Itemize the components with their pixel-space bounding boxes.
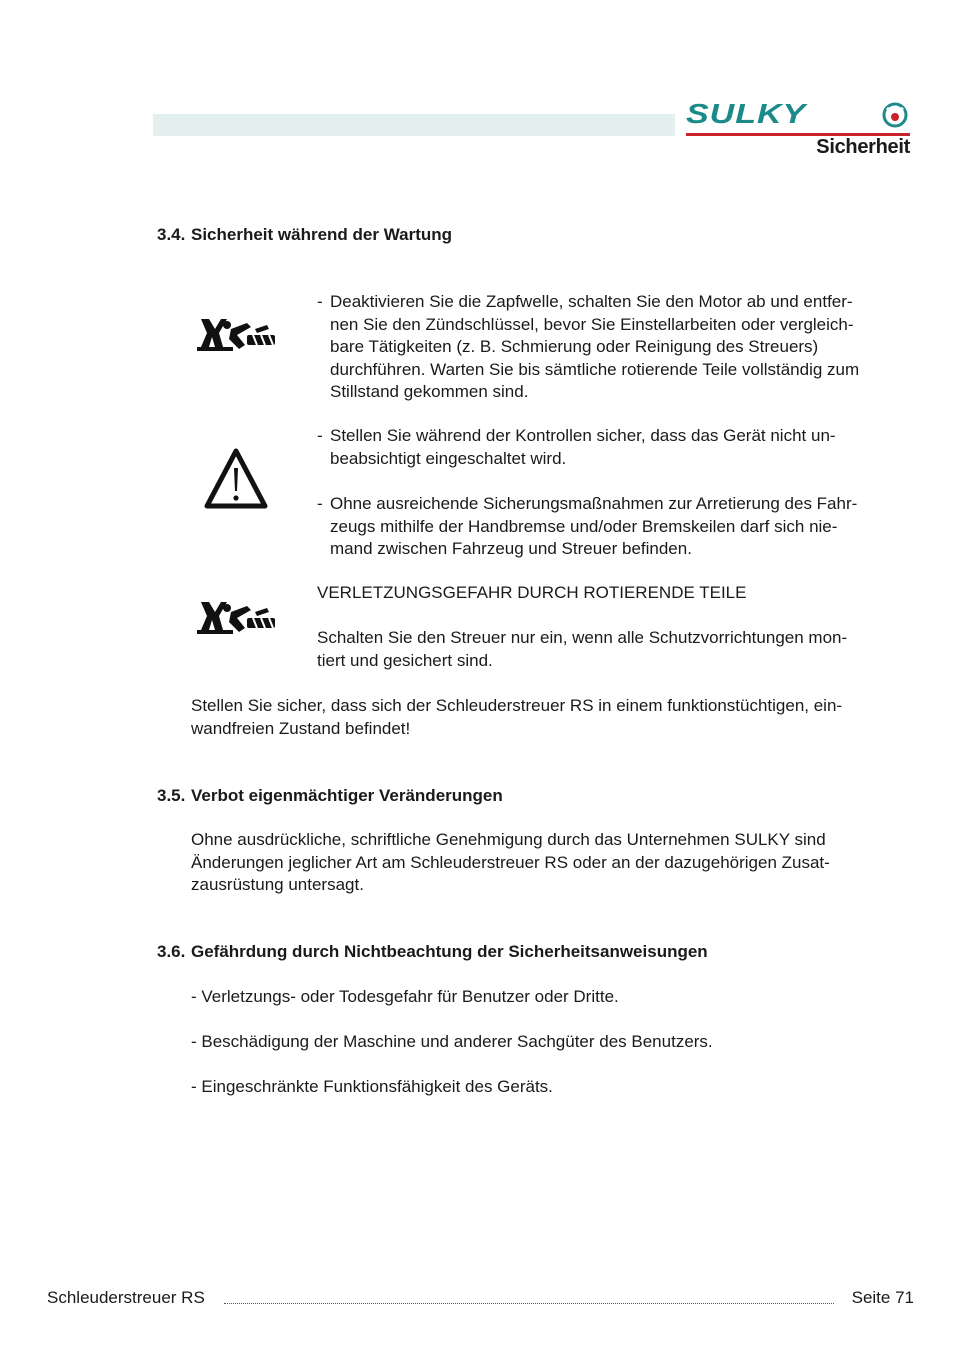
warning-triangle-icon — [204, 448, 268, 510]
text-line: Stillstand gekommen sind. — [330, 382, 529, 401]
bullet-vehicle-securing: - Ohne ausreichende Sicherungsmaßnahmen zur Arretierung des Fahr- zeugs mithilfe der Handbremse und/oder Bremskeilen darf sich nie- mand zwischen Fahrzeug und Streuer befinden. — [317, 493, 857, 561]
heading-3-4 — [157, 225, 452, 245]
heading-number: 3.6. — [157, 942, 186, 961]
warning-title: VERLETZUNGSGEFAHR DURCH ROTIERENDE TEILE — [317, 583, 747, 602]
text-line: wandfreien Zustand befindet! — [191, 718, 411, 738]
bullet-check-accidental-start: - Stellen Sie während der Kontrollen sicher, dass das Gerät nicht un- beabsichtigt eingeschaltet wird. — [317, 425, 836, 470]
heading-3-5 — [157, 786, 503, 806]
text-line: mand zwischen Fahrzeug und Streuer befinden. — [330, 539, 692, 558]
sulky-logo — [686, 100, 912, 138]
text-line: beabsichtigt eingeschaltet wird. — [330, 448, 567, 468]
text-line: tiert und gesichert sind. — [317, 650, 493, 670]
text-line: Stellen Sie sicher, dass sich der Schleuderstreuer RS in einem funktionstüchtigen, ein- — [191, 696, 843, 715]
modifications-paragraph — [191, 829, 830, 897]
bullet-deactivate-pto: - Deaktivieren Sie die Zapfwelle, schalten Sie den Motor ab und entfer- nen Sie den Zündschlüssel, bevor Sie Einstellarbeiten oder vergleich- bare Tätigkeiten (z. B. Schmierung oder Reinigung des Streuers) durchführen. Warten Sie bis sämtliche rotierende Teile vollständig zum Stillstand gekommen sind. — [317, 291, 859, 404]
text-line: durchführen. Warten Sie bis sämtliche rotierende Teile vollständig zum — [330, 359, 860, 379]
text-line: zausrüstung untersagt. — [191, 875, 364, 894]
text-line: Deaktivieren Sie die Zapfwelle, schalten Sie den Motor ab und entfer- — [330, 292, 853, 311]
heading-text: Verbot eigenmächtiger Veränderungen — [191, 786, 503, 805]
footer-doc-title: Schleuderstreuer RS — [47, 1288, 205, 1307]
text-line: Ohne ausreichende Sicherungsmaßnahmen zur Arretierung des Fahr- — [330, 494, 858, 513]
list-item: - Eingeschränkte Funktionsfähigkeit des Geräts. — [191, 1077, 553, 1096]
text-line: nen Sie den Zündschlüssel, bevor Sie Einstellarbeiten oder vergleich- — [330, 314, 854, 334]
text-line: Stellen Sie während der Kontrollen sicher, dass das Gerät nicht un- — [330, 426, 836, 445]
list-item: - Beschädigung der Maschine und anderer Sachgüter des Benutzers. — [191, 1032, 713, 1051]
logo-emblem-icon — [882, 102, 908, 128]
footer-leader-dots — [224, 1303, 834, 1304]
heading-number: 3.4. — [157, 225, 186, 244]
heading-text: Sicherheit während der Wartung — [191, 225, 453, 244]
heading-number: 3.5. — [157, 786, 186, 805]
warning-text — [317, 627, 847, 672]
header-bar — [153, 114, 675, 136]
text-line: Änderungen jeglicher Art am Schleuderstreuer RS oder an der dazugehörigen Zusat- — [191, 852, 830, 872]
section-title: Sicherheit — [816, 136, 910, 158]
rotating-parts-hazard-icon — [197, 315, 279, 357]
text-line: zeugs mithilfe der Handbremse und/oder Bremskeilen darf sich nie- — [330, 516, 838, 536]
logo-text: SULKY — [686, 98, 807, 130]
text-line: Schalten Sie den Streuer nur ein, wenn alle Schutzvorrichtungen mon- — [317, 628, 848, 647]
footer-page-number: Seite 71 — [851, 1288, 914, 1307]
heading-text: Gefährdung durch Nichtbeachtung der Sicherheitsanweisungen — [191, 942, 708, 961]
text-line: bare Tätigkeiten (z. B. Schmierung oder Reinigung des Streuers) — [330, 337, 819, 356]
closing-paragraph — [191, 695, 842, 740]
heading-3-6 — [157, 942, 708, 962]
text-line: Ohne ausdrückliche, schriftliche Genehmigung durch das Unternehmen SULKY sind — [191, 830, 826, 849]
rotating-parts-hazard-icon — [197, 598, 279, 640]
list-item: - Verletzungs- oder Todesgefahr für Benutzer oder Dritte. — [191, 987, 619, 1006]
